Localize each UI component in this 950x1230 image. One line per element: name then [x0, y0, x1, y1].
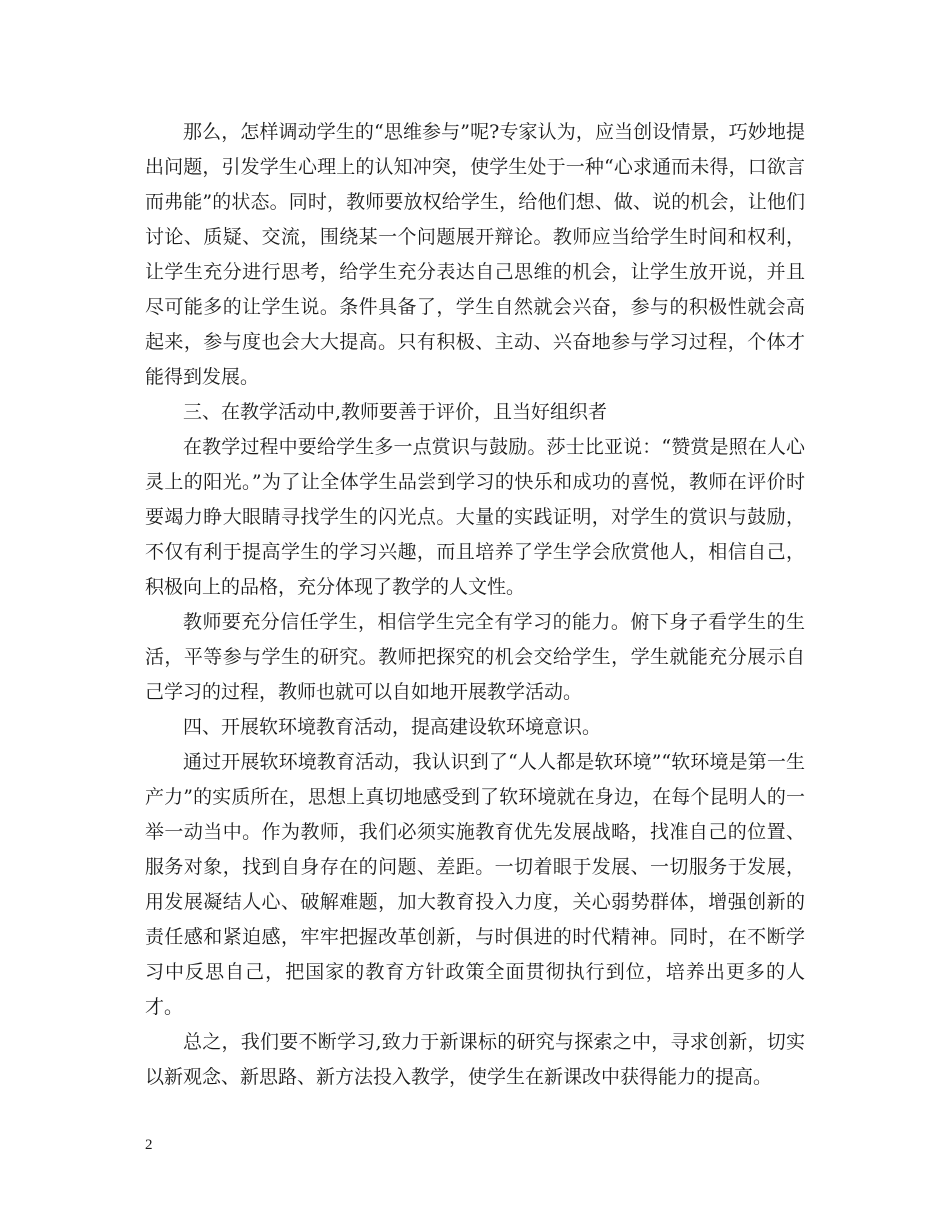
- document-body: [145, 115, 805, 1095]
- section-heading-evaluation: 三、在教学活动中,教师要善于评价，且当好组织者: [183, 401, 608, 423]
- paragraph-trust-students: 教师要充分信任学生，相信学生完全有学习的能力。俯下身子看学生的生活，平等参与学生的研究。教师把探究的机会交给学生，学生就能充分展示自己学习的过程，教师也就可以自如地开展教学活动。: [145, 611, 805, 703]
- paragraph-appreciation: 在教学过程中要给学生多一点赏识与鼓励。莎士比亚说：“赞赏是照在人心灵上的阳光。”为了让全体学生品尝到学习的快乐和成功的喜悦，教师在评价时要竭力睁大眼睛寻找学生的闪光点。大量的实践证明，对学生的赏识与鼓励，不仅有利于提高学生的学习兴趣，而且培养了学生学会欣赏他人，相信自己，积极向上的品格，充分体现了教学的人文性。: [145, 436, 805, 598]
- paragraph-soft-environment: 通过开展软环境教育活动，我认识到了“人人都是软环境”“软环境是第一生产力”的实质所在，思想上真切地感受到了软环境就在身边，在每个昆明人的一举一动当中。作为教师，我们必须实施教育优先发展战略，找准自己的位置、服务对象，找到自身存在的问题、差距。一切着眼于发展、一切服务于发展，用发展凝结人心、破解难题，加大教育投入力度，关心弱势群体，增强创新的责任感和紧迫感，牢牢把握改革创新，与时俱进的时代精神。同时，在不断学习中反思自己，把国家的教育方针政策全面贯彻执行到位，培养出更多的人才。: [145, 751, 805, 1018]
- section-heading-soft-environment: 四、开展软环境教育活动，提高建设软环境意识。: [183, 716, 602, 738]
- paragraph-conclusion: 总之，我们要不断学习,致力于新课标的研究与探索之中，寻求创新，切实以新观念、新思路、新方法投入教学，使学生在新课改中获得能力的提高。: [145, 1031, 805, 1088]
- page-number: 2: [145, 1137, 153, 1153]
- paragraph-thinking-participation: 那么，怎样调动学生的“思维参与”呢?专家认为，应当创设情景，巧妙地提出问题，引发学生心理上的认知冲突，使学生处于一种“心求通而未得，口欲言而弗能”的状态。同时，教师要放权给学生，给他们想、做、说的机会，让他们讨论、质疑、交流，围绕某一个问题展开辩论。教师应当给学生时间和权利，让学生充分进行思考，给学生充分表达自己思维的机会，让学生放开说，并且尽可能多的让学生说。条件具备了，学生自然就会兴奋，参与的积极性就会高起来，参与度也会大大提高。只有积极、主动、兴奋地参与学习过程，个体才能得到发展。: [145, 121, 805, 388]
